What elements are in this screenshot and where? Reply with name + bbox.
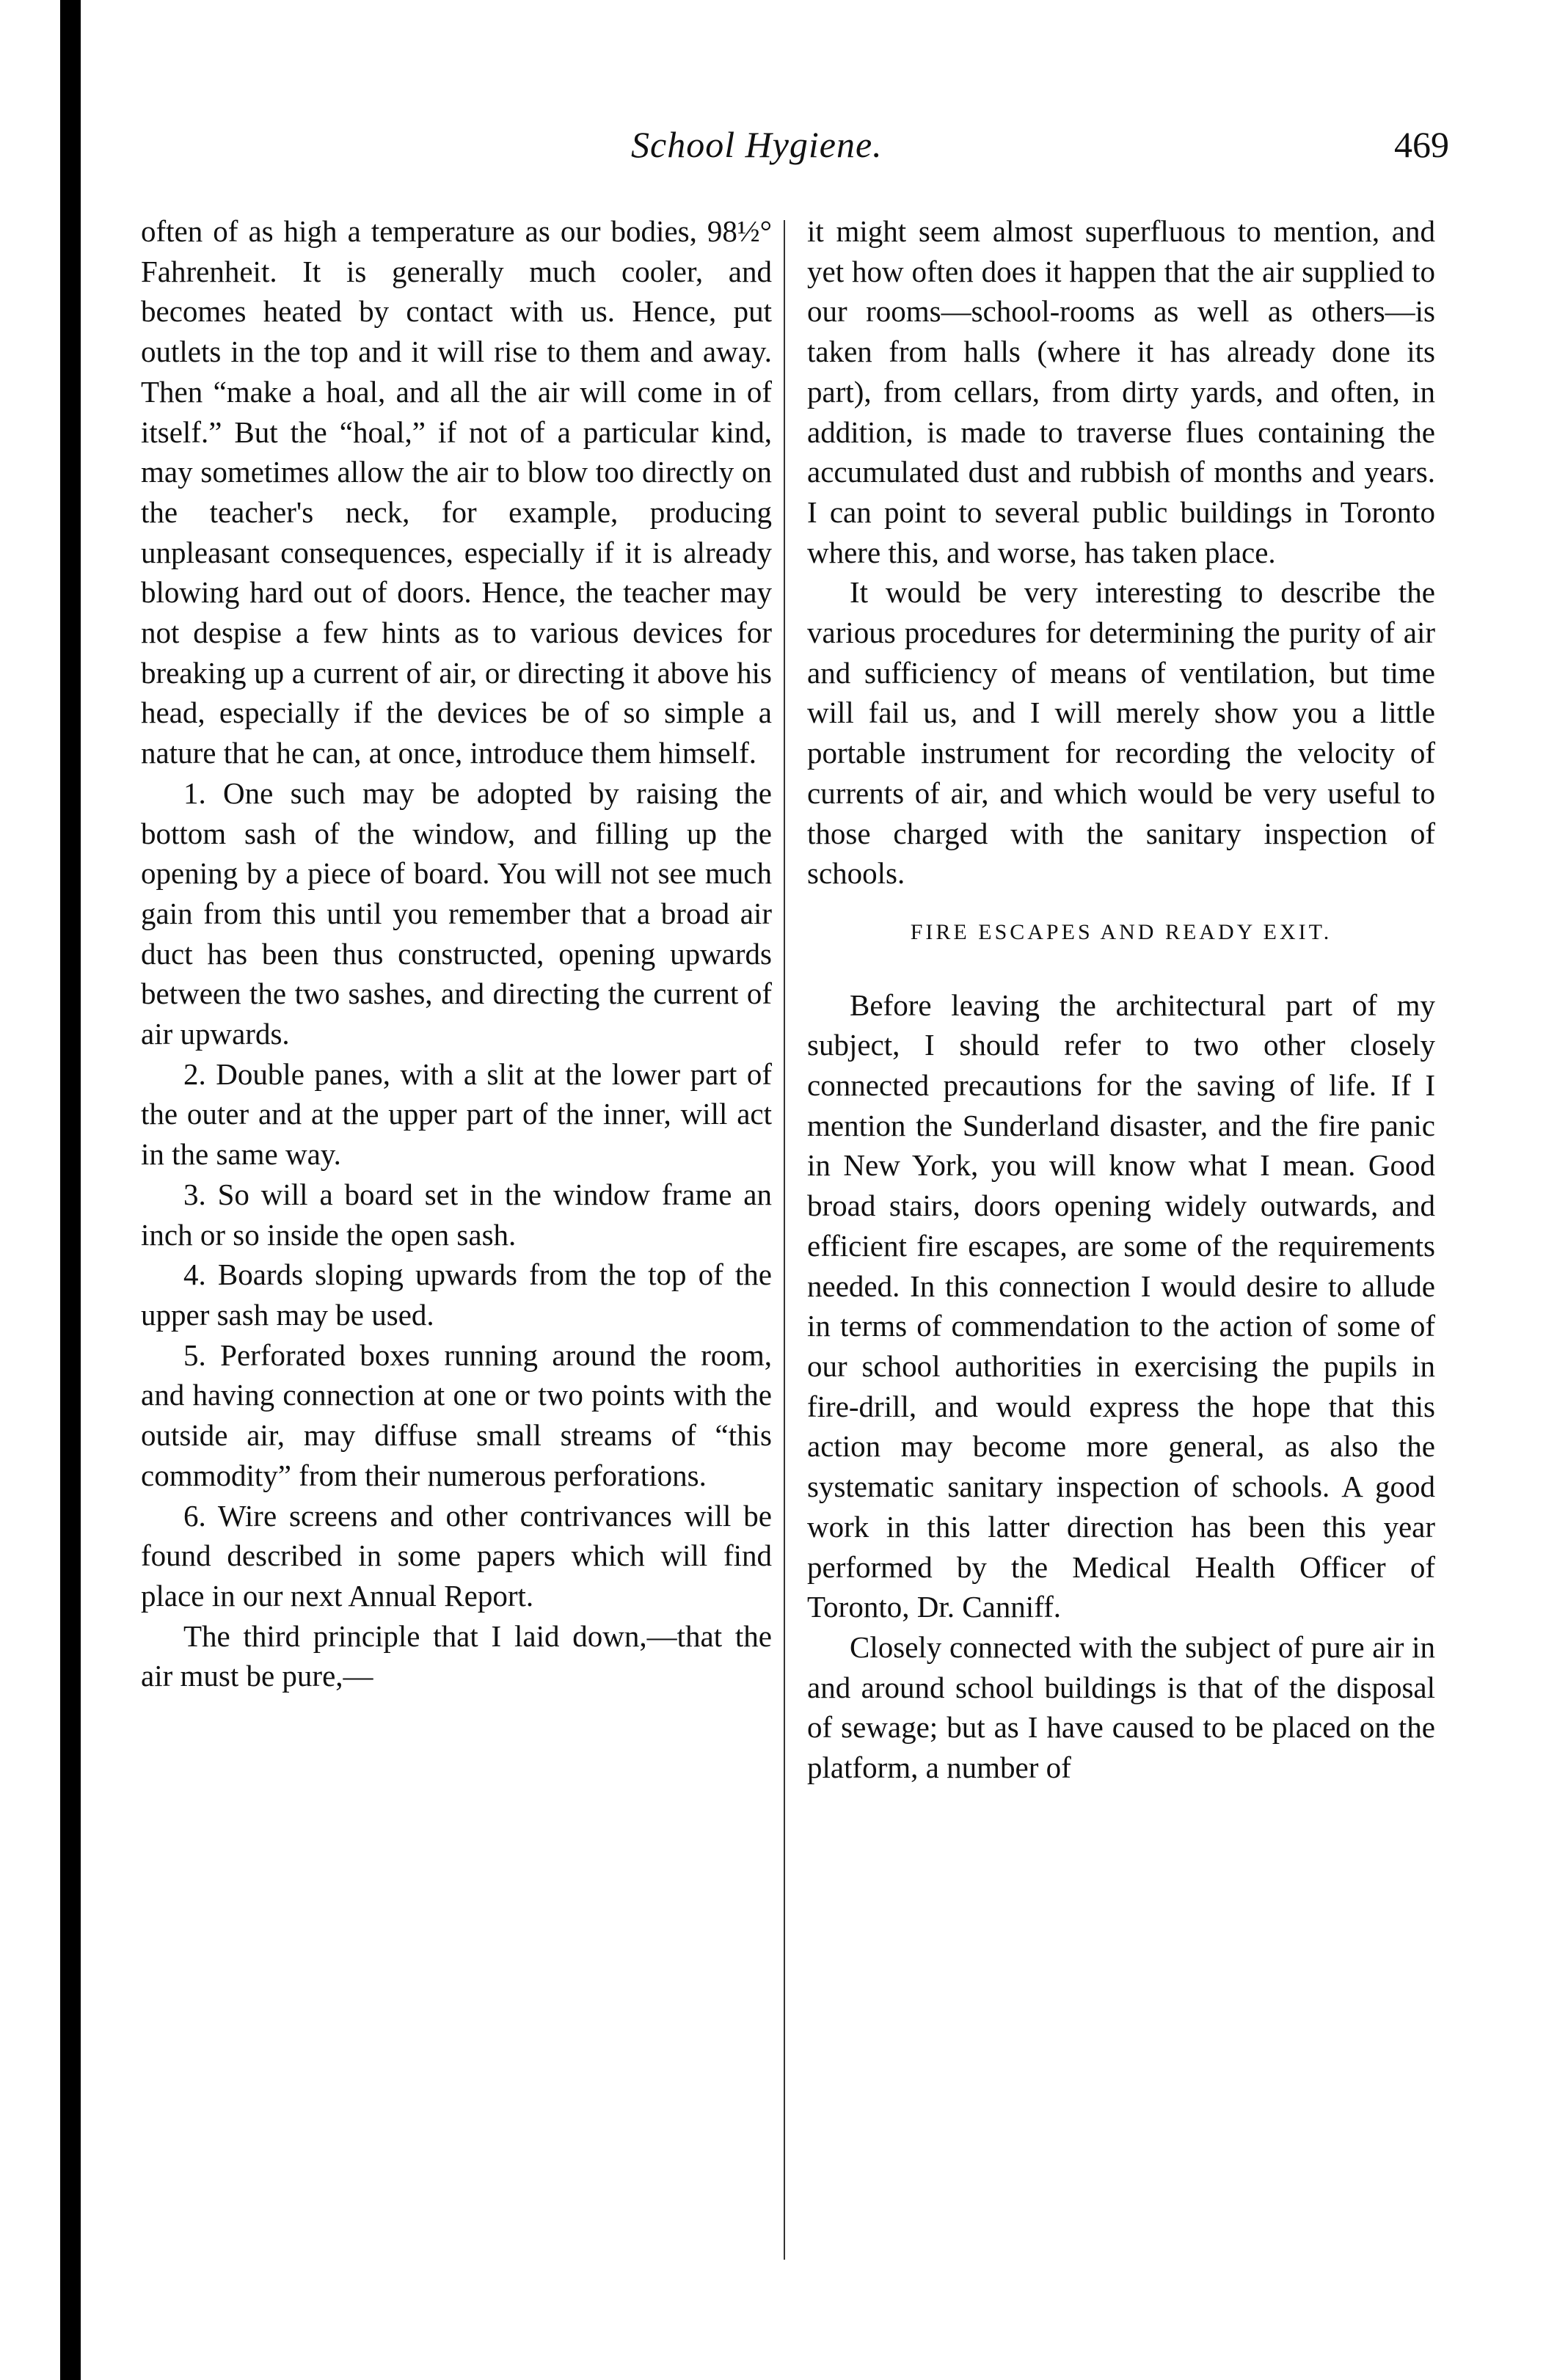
- page-number: 469: [1394, 124, 1449, 165]
- paragraph: 5. Perforated boxes running around the room, and having connection at one or two points with the outside air, may diffuse small streams of “this commodity” from their numerous perforations.: [141, 1337, 772, 1492]
- section-heading: FIRE ESCAPES AND READY EXIT.: [910, 919, 1332, 944]
- paragraph: 6. Wire screens and other contrivances will be found described in some papers which will find place in our next Annual Report.: [141, 1498, 772, 1613]
- binding-shadow: [60, 0, 81, 2380]
- paragraph: 2. Double panes, with a slit at the lower part of the outer and at the upper part of the inner, will act in the same way.: [141, 1056, 772, 1172]
- paragraph: often of as high a temperature as our bodies, 98½° Fahrenheit. It is generally much cooler, and becomes heated by contact with us. Hence, put outlets in the top and it will rise to them and away. Then “make a hoal, and all the air will come in of itself.” But the “hoal,” if not of a particular kind, may sometimes allow the air to blow too directly on the teacher's neck, for example, producing unpleasant consequences, especially if it is already blowing hard out of doors. Hence, the teacher may not despise a few hints as to various devices for breaking up a current of air, or directing it above his head, especially if the devices be of so simple a nature that he can, at once, introduce them himself.: [141, 214, 772, 770]
- paragraph: it might seem almost superfluous to mention, and yet how often does it happen that the air supplied to our rooms—school-rooms as well as others—is taken from halls (where it has already done its part), from cellars, from dirty yards, and often, in addition, is made to traverse flues containing the accumulated dust and rubbish of months and years. I can point to several public buildings in Toronto where this, and worse, has taken place.: [807, 214, 1435, 569]
- column-rule: [784, 220, 785, 2260]
- paragraph: 1. One such may be adopted by raising the bottom sash of the window, and filling up the opening by a piece of board. You will not see much gain from this until you remember that a broad air duct has been thus constructed, opening upwards between the two sashes, and directing the current of air upwards.: [141, 775, 772, 1051]
- right-column: [807, 211, 1435, 1788]
- paragraph: The third principle that I laid down,—that the air must be pure,—: [141, 1618, 772, 1693]
- paragraph: Before leaving the architectural part of my subject, I should refer to two other closely connected precautions for the saving of life. If I mention the Sunderland disaster, and the fire panic in New York, you will know what I mean. Good broad stairs, doors opening widely outwards, and efficient fire escapes, are some of the requirements needed. In this connection I would desire to allude in terms of commendation to the action of some of our school authorities in exercising the pupils in fire-drill, and would express the hope that this action may become more general, as also the systematic sanitary inspection of schools. A good work in this latter direction has been this year performed by the Medical Health Officer of Toronto, Dr. Canniff.: [807, 988, 1435, 1624]
- paragraph: 4. Boards sloping upwards from the top of the upper sash may be used.: [141, 1257, 772, 1332]
- running-head: School Hygiene.: [631, 124, 883, 165]
- paragraph: It would be very interesting to describe the various procedures for determining the purity of air and sufficiency of means of ventilation, but time will fail us, and I will merely show you a little portable instrument for recording the velocity of currents of air, and which would be very useful to those charged with the sanitary inspection of schools.: [807, 575, 1435, 891]
- paragraph: 3. So will a board set in the window frame an inch or so inside the open sash.: [141, 1177, 772, 1252]
- paragraph: Closely connected with the subject of pure air in and around school buildings is that of the disposal of sewage; but as I have caused to be placed on the platform, a number of: [807, 1629, 1435, 1785]
- left-column: [141, 211, 772, 1696]
